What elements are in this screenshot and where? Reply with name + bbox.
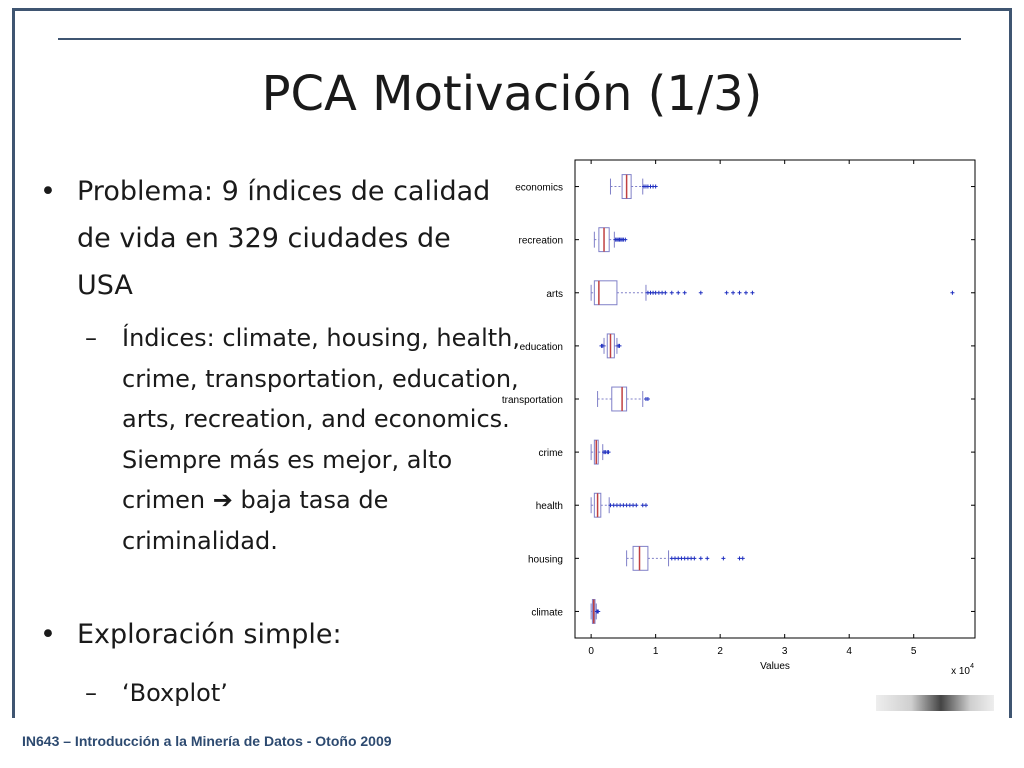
- sub-bullet-boxplot: [85, 673, 228, 713]
- box: [594, 281, 617, 305]
- outlier-point: [623, 238, 627, 242]
- x-tick-label: 3: [781, 646, 788, 657]
- x-tick-label: 1: [652, 646, 659, 657]
- box: [612, 387, 627, 411]
- outlier-point: [676, 291, 680, 295]
- outlier-point: [750, 291, 754, 295]
- outlier-point: [670, 291, 674, 295]
- outlier-point: [738, 291, 742, 295]
- category-label: arts: [546, 288, 563, 300]
- x-multiplier-exponent: 4: [970, 663, 974, 670]
- x-tick-label: 0: [588, 646, 594, 657]
- decorative-image-strip: [876, 695, 994, 711]
- slide-title: PCA Motivación (1/3): [261, 66, 763, 122]
- bullet-exploration: [40, 615, 342, 655]
- footer-text: IN643 – Introducción a la Minería de Datos - Otoño 2009: [22, 733, 392, 749]
- bullet-dot: •: [40, 619, 56, 650]
- outlier-point: [731, 291, 735, 295]
- outlier-point: [663, 291, 667, 295]
- x-tick-label: 5: [910, 646, 917, 657]
- x-multiplier: x 10: [951, 666, 970, 677]
- sub-bullet-indices-text: Índices: climate, housing, health, crime, transportation, education, arts, recreation, and economics. Siempre más es mejor, alto crimen ➔ baja tasa de criminalidad.: [122, 324, 521, 555]
- category-label: transportation: [501, 395, 563, 406]
- category-label: education: [519, 341, 563, 353]
- outlier-point: [721, 556, 725, 560]
- outlier-point: [646, 397, 650, 401]
- bullet-exploration-text: Exploración simple:: [77, 619, 342, 650]
- sub-bullet-indices: [85, 318, 542, 561]
- boxplot-chart: [495, 150, 995, 685]
- outlier-point: [950, 291, 954, 295]
- outlier-point: [741, 556, 745, 560]
- outlier-point: [744, 291, 748, 295]
- x-axis-label: Values: [760, 661, 790, 672]
- category-label: crime: [538, 448, 563, 460]
- category-label: health: [535, 501, 563, 513]
- outlier-point: [699, 556, 703, 560]
- outlier-point: [683, 291, 687, 295]
- x-tick-label: 4: [846, 646, 852, 657]
- category-label: recreation: [518, 235, 563, 247]
- outlier-point: [699, 291, 703, 295]
- box: [633, 546, 648, 570]
- sub-bullet-dash: –: [85, 324, 97, 352]
- category-label: economics: [515, 182, 563, 194]
- sub-bullet-boxplot-text: ‘Boxplot’: [122, 679, 228, 707]
- outlier-point: [634, 503, 638, 507]
- category-label: housing: [527, 554, 563, 566]
- outlier-point: [644, 503, 648, 507]
- bullet-dot: •: [40, 176, 56, 207]
- title-rule: [58, 38, 961, 40]
- outlier-point: [692, 556, 696, 560]
- x-tick-label: 2: [717, 646, 723, 657]
- category-label: climate: [531, 607, 563, 619]
- outlier-point: [654, 185, 658, 189]
- sub-bullet-dash: –: [85, 679, 97, 707]
- bullet-problem: [40, 168, 497, 309]
- outlier-point: [705, 556, 709, 560]
- outlier-point: [725, 291, 729, 295]
- bullet-problem-text: Problema: 9 índices de calidad de vida en 329 ciudades de USA: [77, 176, 491, 301]
